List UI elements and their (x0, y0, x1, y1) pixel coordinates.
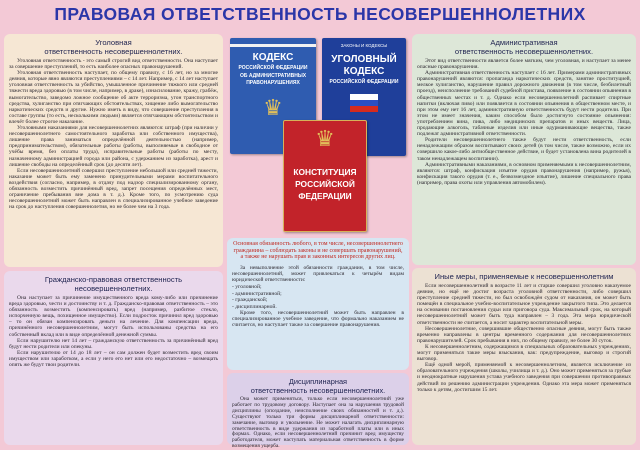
criminal-code-title-3: РОССИЙСКОЙ ФЕДЕРАЦИИ (329, 79, 399, 85)
criminal-responsibility-panel (4, 34, 223, 267)
administrative-responsibility-panel (412, 34, 636, 265)
constitution-title-2: РОССИЙСКОЙ (295, 179, 355, 189)
civil-heading-line1: Гражданско-правовая ответственность (44, 275, 183, 284)
other-measures-heading: Иные меры, применяемые к несовершеннолетним (434, 272, 614, 281)
admin-paragraph: Административная ответственность наступает с 16 лет. Примерами административных правонарушений являются: пропаганда наркотических средств, занятие проституцией, мелкое хулиганство, нарушение правил дорожного движения (в том числе, безбилетный проезд), неисполнение требований судебной пристава, появление в состоянии опьянения в общественных местах и т. д. Однако если несовершеннолетний распивает спиртные напитки (включая пиво) или появляется в состоянии опьянения в общественном месте, и при этом ему нет 16 лет, административную ответственность будут нести родители. При этом не имеет значения, каким способом было достигнуто состояние опьянения: употреблением вина, пива, либо медицинских препаратов и иных веществ. Лица, продающие алкоголь, табачные изделия или иные одурманивающие вещества, также подлежат административной ответственности. (417, 70, 631, 138)
duties-highlight-note: Основная обязанность любого, в том числе, несовершеннолетнего гражданина – соблюдать законы и не совершать правонарушений, а также не нарушать прав и законных интересов других лиц. (233, 241, 403, 261)
criminal-code-title-2: КОДЕКС (343, 66, 385, 77)
criminal-paragraph: Уголовная ответственность - это самый строгий вид ответственности. Она наступает за совершение преступлений, то есть наиболее опасных правонарушений. (9, 58, 218, 71)
other-measures-panel (412, 268, 636, 445)
poster-title: ПРАВОВАЯ ОТВЕТСТВЕННОСТЬ НЕСОВЕРШЕННОЛЕТНИХ (54, 4, 586, 24)
admin-code-title-1: КОДЕКС (252, 52, 294, 63)
disciplinary-paragraph: Она может применяться, только если несовершеннолетний уже работает по трудовому договору. Наступает она за нарушения трудовой дисциплины (опоздание, неисполнение своих обязанностей и т. д.). Существуют только три формы дисциплинарной ответственности: замечание, выговор и увольнение. Не может налагать дисциплинарную ответственность в виде удержания из заработной платы или в иных формах. Однако, если несовершеннолетний причинит вред имуществу работодателя, может наступать материальная ответственность в форме возмещения ущерба. (232, 396, 404, 450)
other-paragraph: К несовершеннолетним, содержащимся в специальных образовательных учреждениях, могут применяться такие меры взыскания, как: предупреждение, выговор и строгий выговор. (417, 343, 631, 363)
civil-heading (9, 275, 218, 293)
disciplinary-heading (232, 377, 404, 395)
criminal-heading (9, 38, 218, 56)
civil-paragraph: Если нарушителю нет 14 лет – гражданскую ответственность за причинённый вред будут нести родители или опекуны. (9, 337, 218, 350)
cover-stripe (230, 44, 316, 47)
coat-of-arms-icon: ♛ (315, 126, 335, 151)
duties-lead: За невыполнение этой обязанности гражданин, в том числе, несовершеннолетний, может привлекаться к четырём видам юридической ответственности: (232, 264, 404, 283)
other-paragraph: Несовершеннолетние, совершившие общественно опасные деяния, могут быть также временно направлены в центры временного содержания для несовершеннолетних правонарушителей. Срок пребывания в них, по общему правилу, не более 30 суток. (417, 325, 631, 344)
admin-heading (417, 38, 631, 56)
admin-paragraph: Административными наказаниями, в основном применяемыми к несовершеннолетним, являются: штраф, конфискация изъятие орудия правонарушения (например, ружья), конфискация такого орудия (т. е., безвозмездное изъятие), лишение специального права (например, права охоты или управления автомобилем). (417, 161, 631, 186)
duties-closing: Кроме того, несовершеннолетний может быть направлен в специализированное учебное заведение, что формально наказанием не считается, но наступает также за совершение правонарушения. (232, 310, 404, 329)
constitution-title-3: ФЕДЕРАЦИИ (298, 191, 352, 201)
disciplinary-heading-line1: Дисциплинарная (288, 377, 348, 386)
admin-paragraph: Родители несовершеннолетнего также будут нести ответственность, если ненадлежащим образом воспитывают своих детей (в том числе, также возможно, если их совершило какое-либо антиобщественное действие, и будет установлена вина родителей в таком ненадлежащем воспитании). (417, 137, 631, 162)
admin-heading-line1: Административная (490, 38, 558, 47)
list-item: - гражданской; (232, 297, 268, 304)
responsibility-types-list (232, 284, 404, 310)
admin-code-title-2: РОССИЙСКОЙ ФЕДЕРАЦИИ (238, 65, 308, 71)
admin-heading-line2: ответственность несовершеннолетних. (454, 47, 594, 56)
list-item: - уголовной; (232, 284, 262, 291)
admin-paragraph: Этот вид ответственности является более мягким, чем уголовная, и наступает за менее опасные правонарушения. (417, 58, 631, 71)
list-item: - дисциплинарной. (232, 303, 277, 310)
other-paragraph: Если несовершеннолетний в возрасте 11 лет и старше совершил уголовно наказуемое деяние, но ещё не достиг возраста уголовной ответственности, либо совершил преступление средней тяжести, но был освобождён судом от наказания, он может быть помещён в специальное учебно-воспитательное учреждение закрытого типа. Это делается на основании постановления судьи или приговора суда. Максимальный срок, на который несовершеннолетний может быть туда направлен – 3 года. Эта мера юридической ответственности не считается, а носит характер воспитательной меры. (417, 283, 631, 326)
civil-responsibility-panel (4, 271, 223, 445)
constitution-book-cover (283, 120, 367, 232)
criminal-paragraph: Уголовными наказаниями для несовершеннолетних являются: штраф (при наличии у несовершеннолетнего самостоятельного заработка или собственного имущества), лишение права заниматься определённой деятельностью (например, предпринимательством), обязательные работы (работы, выполняемые в свободное от учёбы время, без оплаты труда), исправительные работы (работы по месту, назначенному администрацией города или района, с удержанием из заработка), арест и лишение свободы на определённый срок (до десяти лет). (9, 125, 218, 168)
criminal-code-series: ЗАКОНЫ И КОДЕКСЫ (340, 43, 388, 48)
criminal-heading-line2: ответственность несовершеннолетних. (44, 47, 183, 56)
disciplinary-responsibility-panel (227, 373, 409, 450)
constitution-title-1: КОНСТИТУЦИЯ (293, 167, 357, 177)
criminal-paragraph: Уголовная ответственность наступает, по общему правилу, с 16 лет, но за многие деяния, которые явно являются преступлениями – с 14 лет. Например, с 14 лет наступает уголовная ответственность за убийство, умышленное причинение тяжкого или средней тяжести вреда здоровью (в том числе, например, в драке), изнасилование, кражу, грабёж, вымогательство, заведомо ложное сообщение об акте терроризма, угон транспортного средства, хулиганство при отягчающих обстоятельствах, хищение либо вымогательство наркотических средств и другие. Нужно иметь в виду, что совершение преступления в составе группы (то есть, несколькими людьми) является отягчающим обстоятельством и влечёт более строгое наказание. (9, 70, 218, 125)
other-paragraph: Ещё одной мерой, применяемой к несовершеннолетним, является исключение из образовательного учреждения (школы, училища и т. д.). Оно может применяться за грубые и неоднократные нарушения устава учебного заведения при совершении противоправных действий по решению администрации учреждения. Однако эта мера может применяться только к детям, достигшим 15 лет. (417, 362, 631, 393)
law-books-illustration (227, 34, 409, 236)
admin-code-title-3: ОБ АДМИНИСТРАТИВНЫХ (239, 73, 307, 79)
civil-paragraph: Она наступает за причинение имущественного вреда кому-либо или причинение вреда здоровью, чести и достоинству и т. д. Гражданско-правовая ответственность – это обязанность возместить (компенсировать) вред (например, разбитое стекло, испорченную вещь, похищенное имущество). Если подросток причинил вред здоровью – то он обязан компенсировать деньги на лечение. Для компенсации вреда, причинённого несовершеннолетним, могут быть использованы средства на его собственный вклад или в виде определённой денежной суммы. (9, 295, 218, 338)
eagle-emblem-icon: ♛ (263, 95, 283, 120)
civil-heading-line2: несовершеннолетних. (74, 284, 153, 293)
list-item: - административной; (232, 290, 282, 297)
russian-flag-icon (350, 94, 378, 112)
civil-paragraph: Если нарушителю от 14 до 18 лет – он сам должен будет возместить вред своим имуществом или заработком, а если у него его нет или его недостаточно – возмещать опять же будут твои родители. (9, 349, 218, 369)
criminal-code-title-1: УГОЛОВНЫЙ (331, 54, 397, 65)
criminal-heading-line1: Уголовная (95, 38, 132, 47)
citizen-duties-panel (227, 238, 409, 370)
criminal-paragraph: Если несовершеннолетний совершил преступление небольшой или средней тяжести, наказание может быть ему заменено принудительными мерами воспитательного воздействия (согласно, например, в отдачу под надзор специализированному органу, обязанность возместить причинённый вред, запрет посещения определённых мест, ограничение пребывания вне дома в т. д.). Кроме того, по усмотрению суда несовершеннолетний может быть направлен в специализированное учебное заведение на срок до наступления совершеннолетия, но не более чем на 3 года. (9, 167, 218, 211)
disciplinary-heading-line2: ответственность несовершеннолетних. (250, 386, 386, 395)
admin-code-title-4: ПРАВОНАРУШЕНИЯХ (246, 80, 300, 86)
